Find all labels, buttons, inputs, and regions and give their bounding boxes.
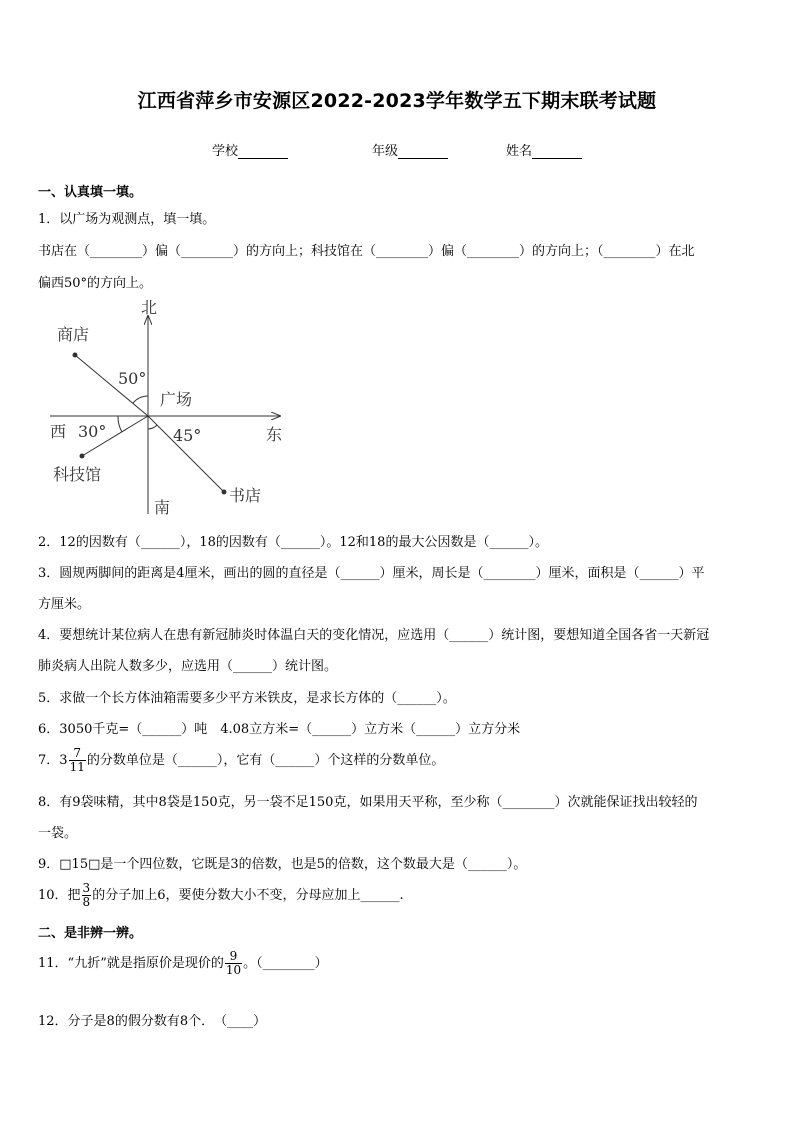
section-2-heading: 二、是非辨一辨。	[38, 926, 143, 941]
name-blank[interactable]	[532, 144, 582, 159]
angle-arc-50	[133, 396, 148, 403]
south-label: 南	[154, 498, 171, 517]
page-title: 江西省萍乡市安源区2022-2023学年数学五下期末联考试题	[137, 90, 657, 112]
angle-50-label: 50°	[118, 369, 147, 388]
question-11	[38, 950, 328, 977]
q11-denominator: 10	[225, 963, 242, 977]
q10-denominator: 8	[82, 895, 91, 909]
section-1-heading: 一、认真填一填。	[38, 185, 143, 200]
question-3-line2: 方厘米。	[38, 597, 91, 612]
q11-suffix: 。（________）	[243, 956, 328, 971]
q10-suffix: 的分子加上6，要使分数大小不变，分母应加上______.	[92, 888, 404, 903]
grade-blank[interactable]	[398, 144, 448, 159]
name-field	[506, 140, 582, 159]
west-label: 西	[50, 422, 67, 441]
school-field	[212, 140, 288, 159]
bookstore-label: 书店	[229, 486, 262, 505]
q7-fraction	[69, 747, 86, 774]
north-label: 北	[141, 298, 158, 317]
angle-arc-45	[148, 425, 157, 429]
q7-suffix: 的分数单位是（______），它有（______）个这样的分数单位。	[86, 753, 445, 768]
tech-label: 科技馆	[53, 465, 102, 484]
question-12: 12．分子是8的假分数有8个． （____）	[38, 1014, 267, 1029]
q11-fraction	[225, 950, 242, 977]
question-1-line1: 书店在（________）偏（________）的方向上；科技馆在（________）偏（________）的方向上；（________）在北	[38, 244, 695, 259]
school-blank[interactable]	[238, 144, 288, 159]
question-4-line1: 4．要想统计某位病人在患有新冠肺炎时体温白天的变化情况，应选用（______）统计图，要想知道全国各省一天新冠	[38, 628, 710, 643]
question-1-head: 1．以广场为观测点，填一填。	[38, 212, 216, 227]
q7-whole: 3	[59, 753, 68, 768]
question-7	[38, 747, 444, 774]
tech-dot	[80, 454, 85, 459]
grade-field	[372, 140, 448, 159]
question-8-line1: 8．有9袋味精，其中8袋是150克，另一袋不足150克，如果用天平称，至少称（________）次就能保证找出较轻的	[38, 795, 698, 810]
shop-dot	[73, 353, 78, 358]
school-label: 学校	[212, 144, 239, 159]
question-10	[38, 882, 404, 909]
question-5: 5．求做一个长方体油箱需要多少平方米铁皮，是求长方体的（______）。	[38, 691, 456, 706]
question-3-line1: 3．圆规两脚间的距离是4厘米，画出的圆的直径是（______）厘米，周长是（________）厘米，面积是（______）平	[38, 566, 705, 581]
angle-30-label: 30°	[78, 422, 107, 441]
q10-fraction	[82, 882, 92, 909]
q10-prefix: 10．把	[38, 888, 81, 903]
shop-label: 商店	[57, 325, 90, 344]
question-2: 2．12的因数有（______），18的因数有（______）。12和18的最大公因数是（______）。	[38, 535, 548, 550]
q11-prefix: 11．“九折”就是指原价是现价的	[38, 956, 224, 971]
q7-numerator: 7	[69, 747, 86, 761]
q7-denominator: 11	[69, 760, 85, 774]
east-label: 东	[266, 425, 283, 444]
name-label: 姓名	[506, 144, 533, 159]
question-1-line2: 偏西50°的方向上。	[38, 276, 153, 291]
angle-arc-30	[118, 416, 122, 432]
direction-diagram	[40, 292, 300, 522]
square-label: 广场	[160, 390, 193, 409]
grade-label: 年级	[372, 144, 399, 159]
q11-numerator: 9	[225, 950, 242, 964]
q10-numerator: 3	[82, 881, 91, 895]
question-6: 6．3050千克=（______）吨 4.08立方米=（______）立方米（______）立方分米	[38, 722, 521, 737]
angle-45-label: 45°	[173, 426, 202, 445]
question-9: 9．□15□是一个四位数，它既是3的倍数，也是5的倍数，这个数最大是（______）。	[38, 857, 527, 872]
question-8-line2: 一袋。	[38, 826, 78, 841]
question-4-line2: 肺炎病人出院人数多少，应选用（______）统计图。	[38, 659, 338, 674]
bookstore-dot	[222, 490, 227, 495]
q7-prefix: 7．	[38, 753, 60, 768]
